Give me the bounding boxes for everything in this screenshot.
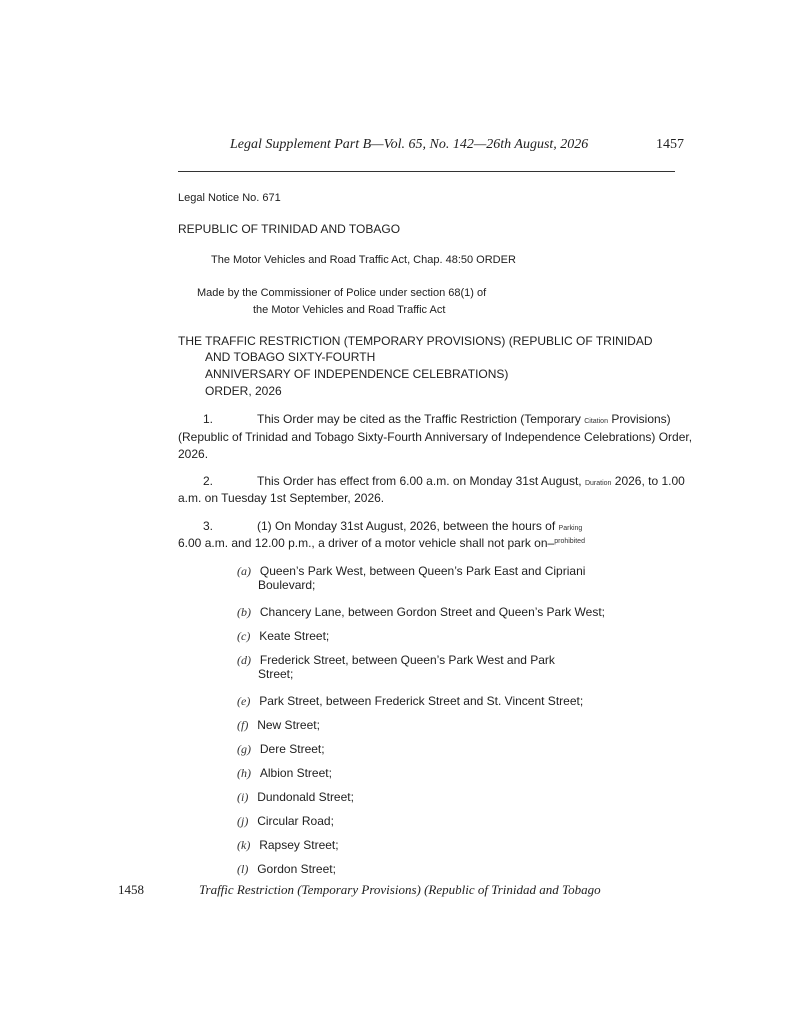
item-text: New Street; bbox=[257, 718, 320, 732]
item-letter: (a) bbox=[237, 564, 251, 578]
item-letter: (d) bbox=[237, 653, 251, 667]
item-letter: (c) bbox=[237, 629, 251, 643]
section-2-text-b: 2026, to 1.00 bbox=[614, 474, 685, 488]
section-3-line-1 bbox=[257, 520, 582, 532]
item-text: Chancery Lane, between Gordon Street and Queen’s Park West; bbox=[259, 605, 605, 619]
header-rule bbox=[178, 171, 675, 172]
section-2-line-2: a.m. on Tuesday 1st September, 2026. bbox=[178, 491, 385, 505]
list-item bbox=[237, 716, 320, 734]
item-text: Queen’s Park West, between Queen’s Park East and Cipriani bbox=[259, 564, 586, 578]
item-text: Dere Street; bbox=[259, 742, 325, 756]
item-letter: (k) bbox=[237, 838, 251, 852]
margin-note-duration: Duration bbox=[584, 480, 612, 487]
order-title-line-4: ORDER, 2026 bbox=[205, 384, 282, 398]
section-1-line-2: (Republic of Trinidad and Tobago Sixty-Fourth Anniversary of Independence Celebrations) Order, bbox=[178, 430, 693, 444]
list-item-continuation: Street; bbox=[258, 667, 294, 681]
legal-notice-number: Legal Notice No. 671 bbox=[178, 192, 281, 204]
section-2-text-a: This Order has effect from 6.00 a.m. on Monday 31st August, bbox=[257, 474, 582, 488]
order-title-line-1: THE TRAFFIC RESTRICTION (TEMPORARY PROVISIONS) (REPUBLIC OF TRINIDAD bbox=[178, 334, 653, 348]
list-item bbox=[237, 627, 329, 645]
list-item bbox=[237, 836, 339, 854]
list-item bbox=[237, 740, 325, 758]
section-3-text-2: 6.00 a.m. and 12.00 p.m., a driver of a motor vehicle shall not park on– bbox=[178, 536, 555, 550]
item-letter: (b) bbox=[237, 605, 251, 619]
section-1-text-b: Provisions) bbox=[611, 412, 671, 426]
republic-heading: REPUBLIC OF TRINIDAD AND TOBAGO bbox=[178, 222, 401, 236]
item-letter: (f) bbox=[237, 718, 249, 732]
item-text: Dundonald Street; bbox=[257, 790, 354, 804]
running-footer: Traffic Restriction (Temporary Provisions) (Republic of Trinidad and Tobago bbox=[199, 882, 601, 897]
section-3-line-2 bbox=[178, 537, 585, 549]
margin-note-parking: Parking bbox=[558, 525, 583, 532]
made-by-line-1: Made by the Commissioner of Police under section 68(1) of bbox=[197, 287, 487, 299]
section-3-number: 3. bbox=[203, 519, 214, 533]
item-text: Keate Street; bbox=[259, 629, 330, 643]
order-title-line-3: ANNIVERSARY OF INDEPENDENCE CELEBRATIONS) bbox=[205, 367, 509, 381]
item-letter: (e) bbox=[237, 694, 251, 708]
act-order-heading: The Motor Vehicles and Road Traffic Act, Chap. 48:50 ORDER bbox=[211, 254, 516, 266]
list-item bbox=[237, 788, 354, 806]
margin-note-citation: Citation bbox=[584, 418, 608, 425]
running-header: Legal Supplement Part B—Vol. 65, No. 142—26th August, 2026 bbox=[230, 137, 589, 152]
list-item bbox=[237, 692, 583, 710]
margin-note-prohibited: prohibited bbox=[554, 538, 585, 545]
section-1-number: 1. bbox=[203, 412, 214, 426]
item-letter: (h) bbox=[237, 766, 251, 780]
item-text: Rapsey Street; bbox=[259, 838, 339, 852]
item-text: Park Street, between Frederick Street and St. Vincent Street; bbox=[259, 694, 584, 708]
item-letter: (l) bbox=[237, 862, 249, 876]
list-item bbox=[237, 603, 605, 621]
list-item bbox=[237, 812, 334, 830]
section-1-line-3: 2026. bbox=[178, 447, 209, 461]
list-item bbox=[237, 764, 332, 782]
order-title-line-2: AND TOBAGO SIXTY-FOURTH bbox=[205, 350, 376, 364]
section-2-line-1 bbox=[257, 475, 685, 487]
page-number-top: 1457 bbox=[656, 137, 684, 152]
list-item-continuation: Boulevard; bbox=[258, 578, 316, 592]
item-text: Albion Street; bbox=[259, 766, 332, 780]
item-text: Frederick Street, between Queen’s Park West and Park bbox=[259, 653, 555, 667]
item-text: Gordon Street; bbox=[257, 862, 336, 876]
item-letter: (i) bbox=[237, 790, 249, 804]
item-letter: (g) bbox=[237, 742, 251, 756]
section-2-number: 2. bbox=[203, 474, 214, 488]
page-number-bottom: 1458 bbox=[118, 882, 144, 897]
section-1-text-a: This Order may be cited as the Traffic Restriction (Temporary bbox=[257, 412, 581, 426]
made-by-line-2: the Motor Vehicles and Road Traffic Act bbox=[253, 304, 446, 316]
section-3-text-1: (1) On Monday 31st August, 2026, between the hours of bbox=[257, 519, 556, 533]
item-letter: (j) bbox=[237, 814, 249, 828]
section-1-line-1 bbox=[257, 413, 671, 425]
list-item bbox=[237, 860, 336, 878]
item-text: Circular Road; bbox=[257, 814, 334, 828]
